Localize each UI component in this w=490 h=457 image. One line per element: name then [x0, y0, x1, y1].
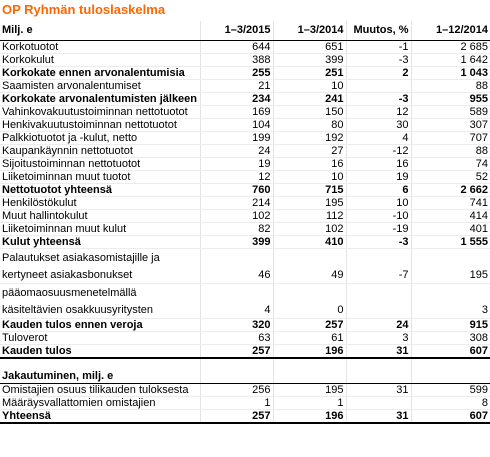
- table-row: [0, 145, 490, 158]
- column-header: 1–3/2014: [273, 21, 346, 41]
- table-row: [0, 319, 490, 332]
- cell-value: 63: [200, 332, 273, 345]
- cell-value: 1: [200, 397, 273, 410]
- cell-value: -7: [346, 268, 411, 284]
- cell-value: 46: [200, 268, 273, 284]
- cell-value: 195: [273, 384, 346, 397]
- cell-value: 241: [273, 93, 346, 106]
- cell-value: 102: [200, 210, 273, 223]
- cell-value: 257: [273, 319, 346, 332]
- cell-value: 102: [273, 223, 346, 236]
- cell-value: 10: [273, 171, 346, 184]
- row-label: Henkilöstökulut: [0, 197, 200, 210]
- table-row: [0, 345, 490, 359]
- row-label: Yhteensä: [0, 410, 200, 424]
- row-label: Kulut yhteensä: [0, 236, 200, 249]
- row-label: Henkivakuutustoiminnan nettotuotot: [0, 119, 200, 132]
- row-label: Kauden tulos: [0, 345, 200, 359]
- cell-value: 607: [411, 410, 490, 424]
- table-row: [0, 184, 490, 197]
- cell-value: 320: [200, 319, 273, 332]
- cell-value: 195: [273, 197, 346, 210]
- cell-value: 4: [346, 132, 411, 145]
- cell-value: 388: [200, 54, 273, 67]
- row-label: pääomaosuusmenetelmällä: [0, 284, 200, 304]
- cell-value: 6: [346, 184, 411, 197]
- row-label: Saamisten arvonalentumiset: [0, 80, 200, 93]
- cell-value: 10: [273, 80, 346, 93]
- page-title: OP Ryhmän tuloslaskelma: [2, 2, 166, 17]
- table-row: [0, 249, 490, 269]
- row-label: Omistajien osuus tilikauden tuloksesta: [0, 384, 200, 397]
- cell-value: [273, 284, 346, 304]
- spacer-row: [0, 358, 490, 369]
- table-row: [0, 41, 490, 54]
- cell-value: 196: [273, 410, 346, 424]
- cell-value: 169: [200, 106, 273, 119]
- cell-value: [346, 249, 411, 269]
- cell-value: 8: [411, 397, 490, 410]
- table-row: [0, 119, 490, 132]
- table-row: [0, 268, 490, 284]
- cell-value: 234: [200, 93, 273, 106]
- income-statement-table: [0, 21, 490, 424]
- row-label: Nettotuotot yhteensä: [0, 184, 200, 197]
- cell-value: 2 685: [411, 41, 490, 54]
- cell-value: -3: [346, 93, 411, 106]
- table-row: [0, 303, 490, 319]
- cell-value: 31: [346, 384, 411, 397]
- table-row: [0, 197, 490, 210]
- table-row: [0, 80, 490, 93]
- cell-value: 599: [411, 384, 490, 397]
- row-label: Palautukset asiakasomistajille ja: [0, 249, 200, 269]
- row-label: Liiketoiminnan muut kulut: [0, 223, 200, 236]
- cell-value: 49: [273, 268, 346, 284]
- cell-value: 410: [273, 236, 346, 249]
- table-row: [0, 397, 490, 410]
- cell-value: 707: [411, 132, 490, 145]
- cell-value: 308: [411, 332, 490, 345]
- cell-value: 104: [200, 119, 273, 132]
- cell-value: 192: [273, 132, 346, 145]
- cell-value: 1 642: [411, 54, 490, 67]
- cell-value: 24: [346, 319, 411, 332]
- table-row: [0, 171, 490, 184]
- cell-value: 3: [346, 332, 411, 345]
- cell-value: 214: [200, 197, 273, 210]
- cell-value: 2: [346, 67, 411, 80]
- cell-value: [411, 249, 490, 269]
- cell-value: 2 662: [411, 184, 490, 197]
- cell-value: 307: [411, 119, 490, 132]
- table-row: [0, 132, 490, 145]
- cell-value: 16: [346, 158, 411, 171]
- cell-value: 12: [346, 106, 411, 119]
- cell-value: 0: [273, 303, 346, 319]
- cell-value: -1: [346, 41, 411, 54]
- cell-value: 150: [273, 106, 346, 119]
- row-label: käsiteltävien osakkuusyritysten: [0, 303, 200, 319]
- cell-value: 255: [200, 67, 273, 80]
- cell-value: 31: [346, 345, 411, 359]
- cell-value: 12: [200, 171, 273, 184]
- table-row: [0, 67, 490, 80]
- row-label: Määräysvallattomien omistajien: [0, 397, 200, 410]
- cell-value: 651: [273, 41, 346, 54]
- cell-value: 74: [411, 158, 490, 171]
- cell-value: 4: [200, 303, 273, 319]
- cell-value: 27: [273, 145, 346, 158]
- cell-value: -19: [346, 223, 411, 236]
- table-row: [0, 384, 490, 397]
- cell-value: -10: [346, 210, 411, 223]
- cell-value: 199: [200, 132, 273, 145]
- cell-value: [273, 249, 346, 269]
- table-row: [0, 410, 490, 424]
- row-label: kertyneet asiakasbonukset: [0, 268, 200, 284]
- column-header: 1–3/2015: [200, 21, 273, 41]
- row-label: Tuloverot: [0, 332, 200, 345]
- cell-value: 1 555: [411, 236, 490, 249]
- cell-value: [346, 303, 411, 319]
- cell-value: 955: [411, 93, 490, 106]
- cell-value: -3: [346, 236, 411, 249]
- cell-value: [200, 284, 273, 304]
- cell-value: 195: [411, 268, 490, 284]
- cell-value: [346, 397, 411, 410]
- cell-value: 196: [273, 345, 346, 359]
- cell-value: 80: [273, 119, 346, 132]
- cell-value: [346, 80, 411, 93]
- cell-value: 1 043: [411, 67, 490, 80]
- row-label: Korkokulut: [0, 54, 200, 67]
- cell-value: [200, 249, 273, 269]
- cell-value: 589: [411, 106, 490, 119]
- cell-value: 88: [411, 145, 490, 158]
- cell-value: 31: [346, 410, 411, 424]
- cell-value: 61: [273, 332, 346, 345]
- cell-value: 16: [273, 158, 346, 171]
- table-header-row: [0, 21, 490, 41]
- row-label: Vahinkovakuutustoiminnan nettotuotot: [0, 106, 200, 119]
- table-row: [0, 210, 490, 223]
- table-row: [0, 332, 490, 345]
- row-label: Muut hallintokulut: [0, 210, 200, 223]
- cell-value: 644: [200, 41, 273, 54]
- cell-value: 10: [346, 197, 411, 210]
- cell-value: 401: [411, 223, 490, 236]
- row-label: Korkokate arvonalentumisten jälkeen: [0, 93, 200, 106]
- cell-value: 257: [200, 410, 273, 424]
- cell-value: 607: [411, 345, 490, 359]
- table-row: [0, 158, 490, 171]
- row-label: Korkokate ennen arvonalentumisia: [0, 67, 200, 80]
- cell-value: 112: [273, 210, 346, 223]
- cell-value: 257: [200, 345, 273, 359]
- cell-value: 715: [273, 184, 346, 197]
- cell-value: 256: [200, 384, 273, 397]
- cell-value: 3: [411, 303, 490, 319]
- table-row: [0, 284, 490, 304]
- cell-value: 82: [200, 223, 273, 236]
- cell-value: [411, 284, 490, 304]
- cell-value: 19: [346, 171, 411, 184]
- row-label: Palkkiotuotot ja -kulut, netto: [0, 132, 200, 145]
- cell-value: 52: [411, 171, 490, 184]
- cell-value: 915: [411, 319, 490, 332]
- section-heading: Jakautuminen, milj. e: [0, 369, 200, 384]
- table-row: [0, 223, 490, 236]
- cell-value: 399: [273, 54, 346, 67]
- cell-value: 19: [200, 158, 273, 171]
- cell-value: 399: [200, 236, 273, 249]
- cell-value: 1: [273, 397, 346, 410]
- cell-value: -12: [346, 145, 411, 158]
- row-label: Kauden tulos ennen veroja: [0, 319, 200, 332]
- table-row: [0, 236, 490, 249]
- cell-value: 21: [200, 80, 273, 93]
- table-row: [0, 54, 490, 67]
- cell-value: 760: [200, 184, 273, 197]
- cell-value: 30: [346, 119, 411, 132]
- cell-value: 88: [411, 80, 490, 93]
- cell-value: 251: [273, 67, 346, 80]
- row-label: Korkotuotot: [0, 41, 200, 54]
- allocation-heading-row: [0, 369, 490, 384]
- column-header: 1–12/2014: [411, 21, 490, 41]
- cell-value: -3: [346, 54, 411, 67]
- row-label: Liiketoiminnan muut tuotot: [0, 171, 200, 184]
- cell-value: 414: [411, 210, 490, 223]
- cell-value: [346, 284, 411, 304]
- cell-value: 741: [411, 197, 490, 210]
- row-label: Sijoitustoiminnan nettotuotot: [0, 158, 200, 171]
- table-row: [0, 106, 490, 119]
- row-label: Kaupankäynnin nettotuotot: [0, 145, 200, 158]
- column-header: Muutos, %: [346, 21, 411, 41]
- table-row: [0, 93, 490, 106]
- cell-value: 24: [200, 145, 273, 158]
- column-header: Milj. e: [0, 21, 200, 41]
